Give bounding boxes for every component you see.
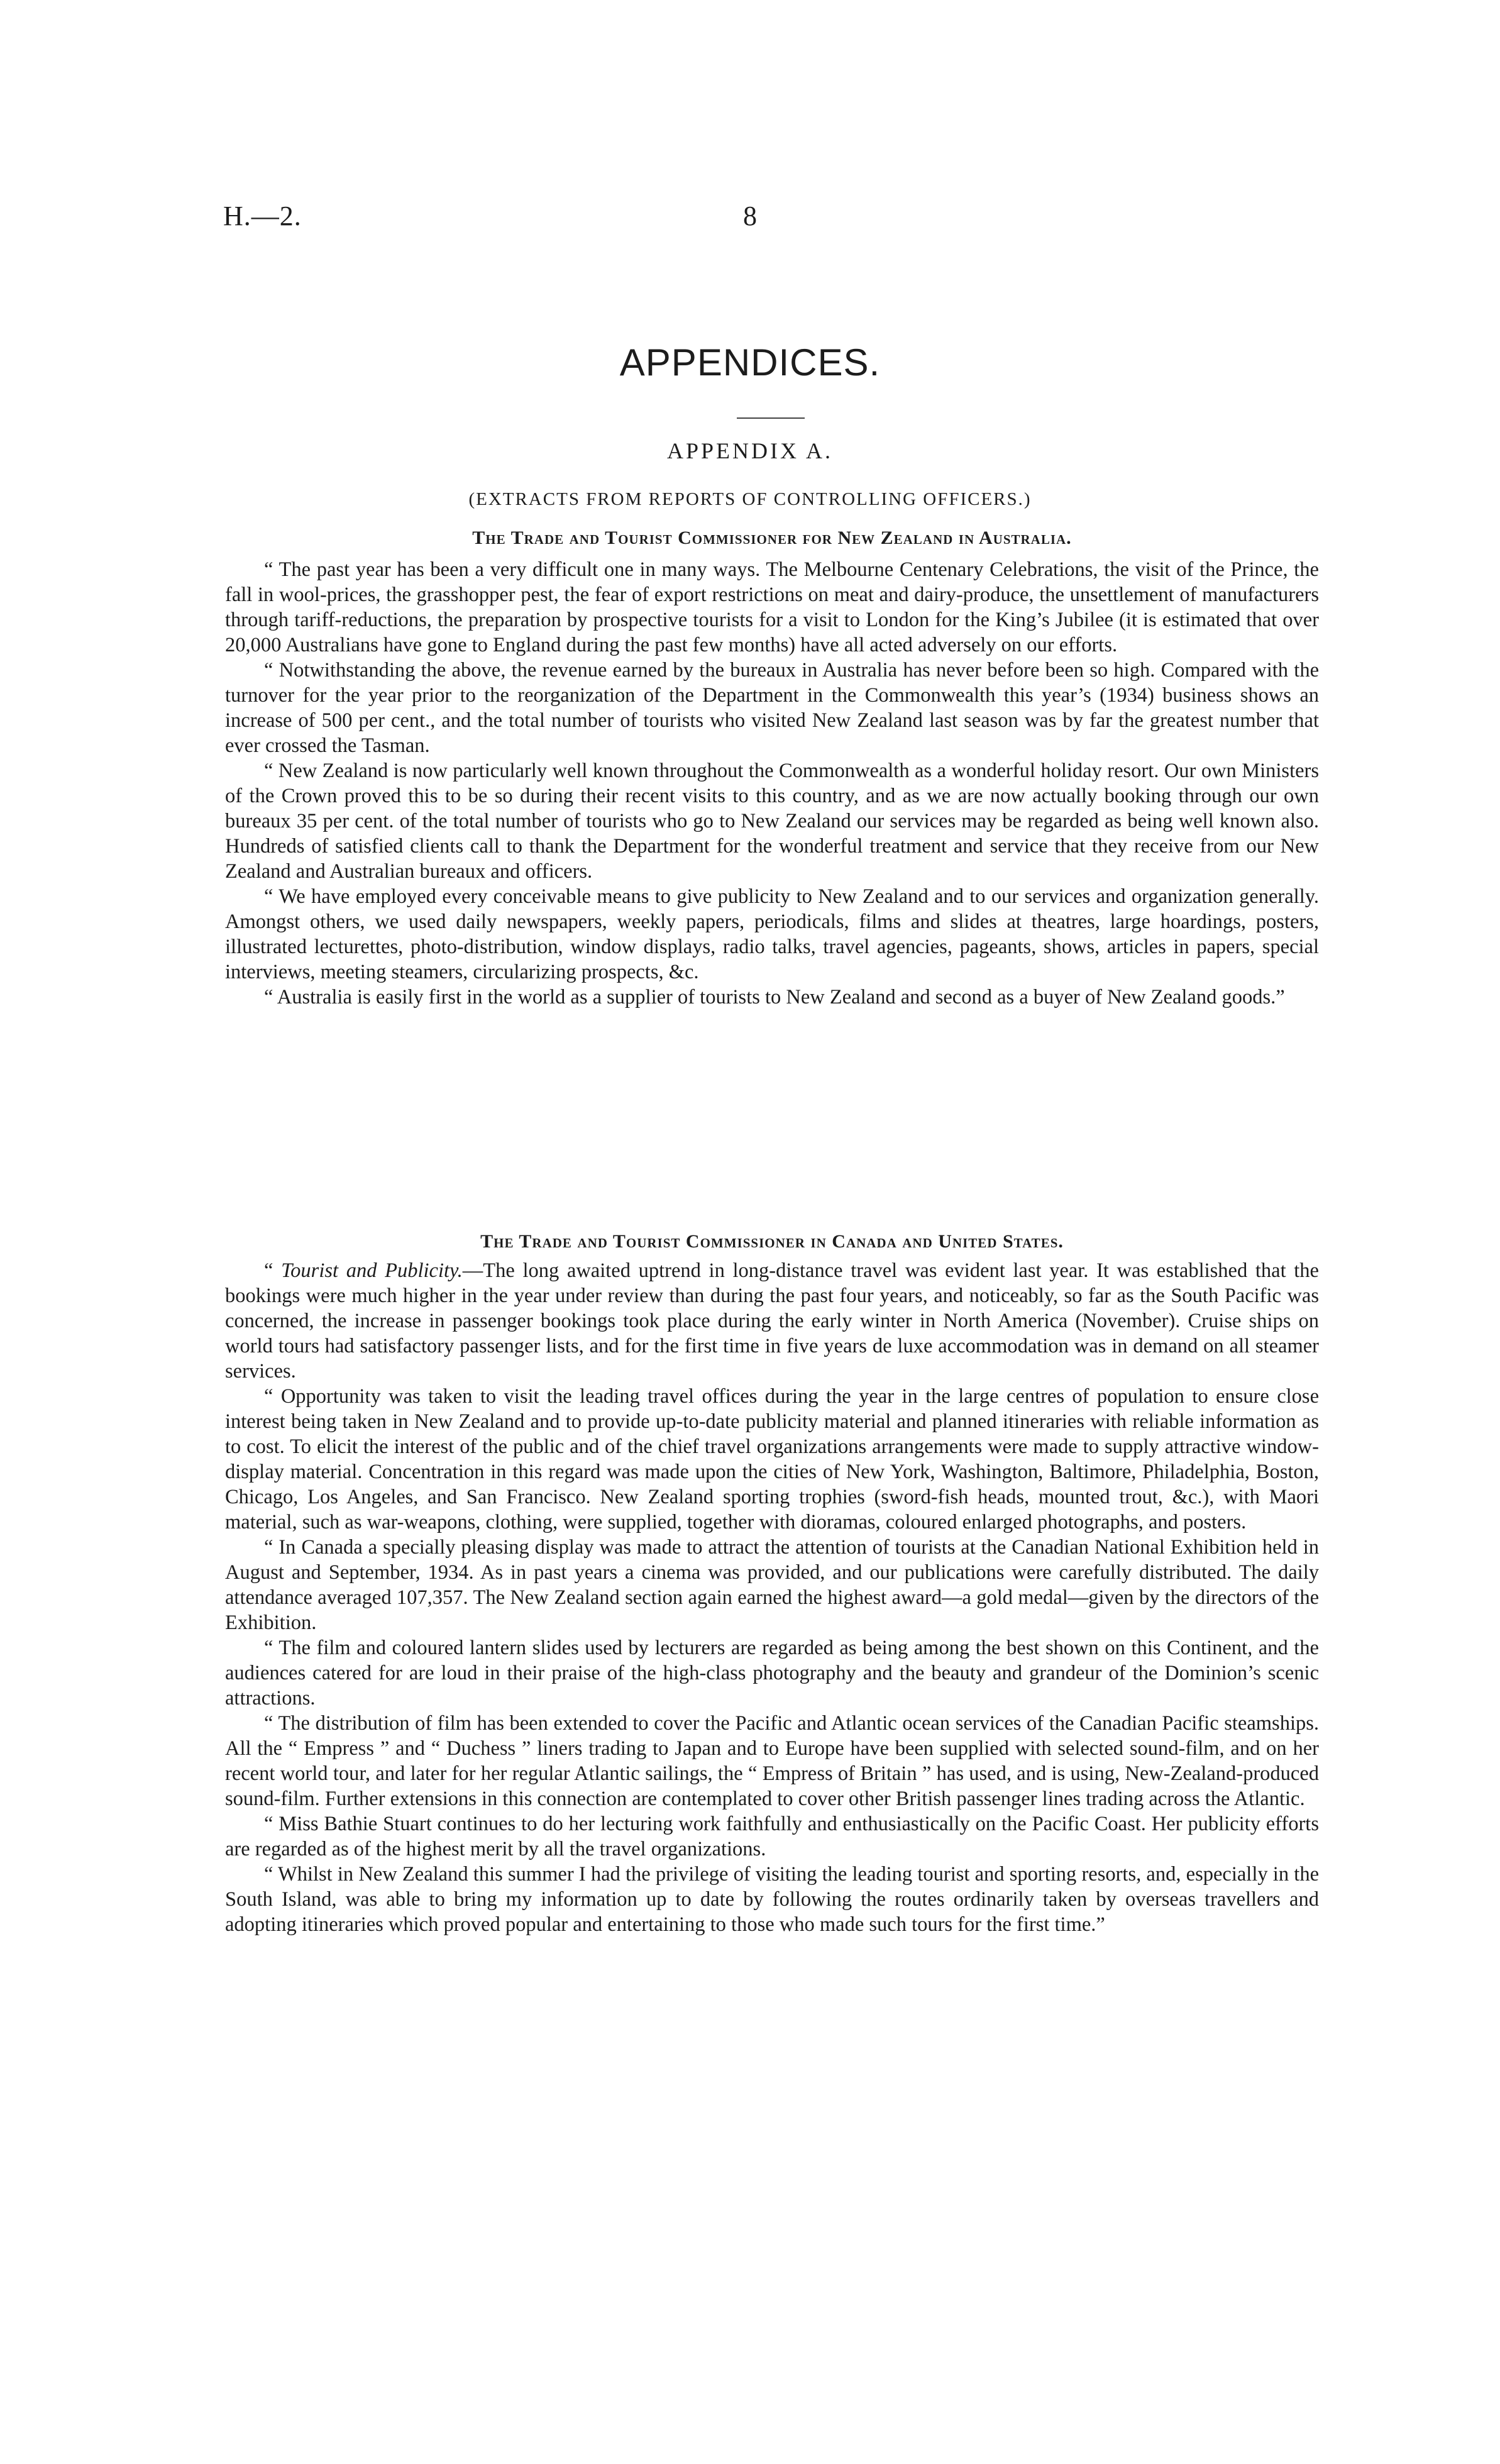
appendix-label: APPENDIX A. — [666, 438, 834, 463]
paragraph: “ The past year has been a very difficult one in many ways. The Melbourne Centenary Celebrations, the visit of the Prince, the fall in wool-prices, the grasshopper pest, the fear of export restrictions on meat and dairy-produce, the unsettlement of manufacturers through tariff-reductions, the preparation by prospective tourists for a visit to London for the King’s Jubilee (it is estimated that over 20,000 Australians have gone to England during the past few months) have all acted adversely on our efforts. — [225, 558, 1319, 656]
paragraph: “ The film and coloured lantern slides used by lecturers are regarded as being among the best shown on this Continent, and the audiences catered for are loud in their praise of the high-class photography and the beauty and grandeur of the Dominion’s scenic attractions. — [225, 1637, 1319, 1710]
paragraph: “ New Zealand is now particularly well known throughout the Commonwealth as a wonderful holiday resort. Our own Ministers of the Crown proved this to be so during their recent visits to this country, and as we are now actually booking through our own bureaux 35 per cent. of the total number of tourists who go to New Zealand our services may be regarded as being well known also. Hundreds of satisfied clients call to thank the Department for the wonderful treatment and service that they receive from our New Zealand and Australian bureaux and officers. — [225, 760, 1319, 883]
page-title: APPENDICES. — [619, 341, 881, 384]
paragraph: “ The distribution of film has been extended to cover the Pacific and Atlantic ocean services of the Canadian Pacific steamships. All the “ Empress ” and “ Duchess ” liners trading to Japan and to Europe have been supplied with selected sound-film, and on her recent world tour, and later for her regular Atlantic sailings, the “ Empress of Britain ” has used, and is using, New-Zealand-produced sound-film. Further extensions in this connection are contemplated to cover other British passenger lines trading across the Atlantic. — [225, 1712, 1319, 1810]
running-header — [223, 200, 1277, 238]
paragraph: “ Miss Bathie Stuart continues to do her lecturing work faithfully and enthusiastically on the Pacific Coast. Her publicity efforts are regarded as of the highest merit by all the travel organizations. — [225, 1813, 1319, 1860]
section-canada-united-states — [225, 1229, 1319, 1937]
title-divider — [737, 417, 805, 419]
section-heading-canada: The Trade and Tourist Commissioner in Canada and United States. — [480, 1231, 1064, 1252]
paragraph: “ Australia is easily first in the world as a supplier of tourists to New Zealand and second as a buyer of New Zealand goods.” — [264, 986, 1285, 1008]
paragraph: “ Whilst in New Zealand this summer I had the privilege of visiting the leading tourist and sporting resorts, and, especially in the South Island, was able to bring my information up to date by following the routes ordinarily taken by overseas travellers and adopting itineraries which proved popular and entertaining to those who made such tours for the first time.” — [225, 1863, 1319, 1936]
italic-lead: Tourist and Publicity. — [281, 1259, 463, 1282]
paragraph: “ Notwithstanding the above, the revenue earned by the bureaux in Australia has never before been so high. Compared with the turnover for the year prior to the reorganization of the Department in the Commonwealth this year’s (1934) business shows an increase of 500 per cent., and the total number of tourists who visited New Zealand last season was by far the greatest number that ever crossed the Tasman. — [225, 659, 1319, 757]
document-reference: H.—2. — [223, 201, 302, 231]
section-heading-australia: The Trade and Tourist Commissioner for New Zealand in Australia. — [472, 528, 1072, 548]
paragraph: “ Opportunity was taken to visit the leading travel offices during the year in the large centres of population to ensure close interest being taken in New Zealand and to provide up-to-date publicity material and planned itineraries with reliable information as to cost. To elicit the interest of the public and of the chief travel organizations arrangements were made to supply attractive window-display material. Concentration in this regard was made upon the cities of New York, Washington, Baltimore, Philadelphia, Boston, Chicago, Los Angeles, and San Francisco. New Zealand sporting trophies (sword-fish heads, mounted trout, &c.), with Maori material, such as war-weapons, clothing, were supplied, together with dioramas, coloured enlarged photographs, and posters. — [225, 1385, 1319, 1533]
section-australia — [225, 526, 1319, 1010]
page-number: 8 — [743, 201, 757, 231]
paragraph: “ We have employed every conceivable means to give publicity to New Zealand and to our services and organization generally. Amongst others, we used daily newspapers, weekly papers, periodicals, films and slides at theatres, large hoardings, posters, illustrated lecturettes, photo-distribution, window displays, radio talks, travel agencies, pageants, shows, articles in papers, special interviews, meeting steamers, circularizing prospects, &c. — [225, 885, 1319, 983]
paragraph-tourist-publicity — [225, 1258, 1319, 1384]
paragraph: “ In Canada a specially pleasing display was made to attract the attention of tourists at the Canadian National Exhibition held in August and September, 1934. As in past years a cinema was provided, and our publications were carefully distributed. The daily attendance averaged 107,357. The New Zealand section again earned the highest award—a gold medal—given by the directors of the Exhibition. — [225, 1536, 1319, 1634]
open-quote: “ — [264, 1259, 282, 1282]
extracts-note: (EXTRACTS FROM REPORTS OF CONTROLLING OFFICERS.) — [468, 489, 1032, 509]
paragraph-text: —The long awaited uptrend in long-distance travel was evident last year. It was established that the bookings were much higher in the year under review than during the past four years, and noticeably, so far as the South Pacific was concerned, the increase in passenger bookings took place during the early winter in North America (November). Cruise ships on world tours had satisfactory passenger lists, and for the first time in five years de luxe accommodation was in demand on all steamer services. — [225, 1259, 1319, 1383]
